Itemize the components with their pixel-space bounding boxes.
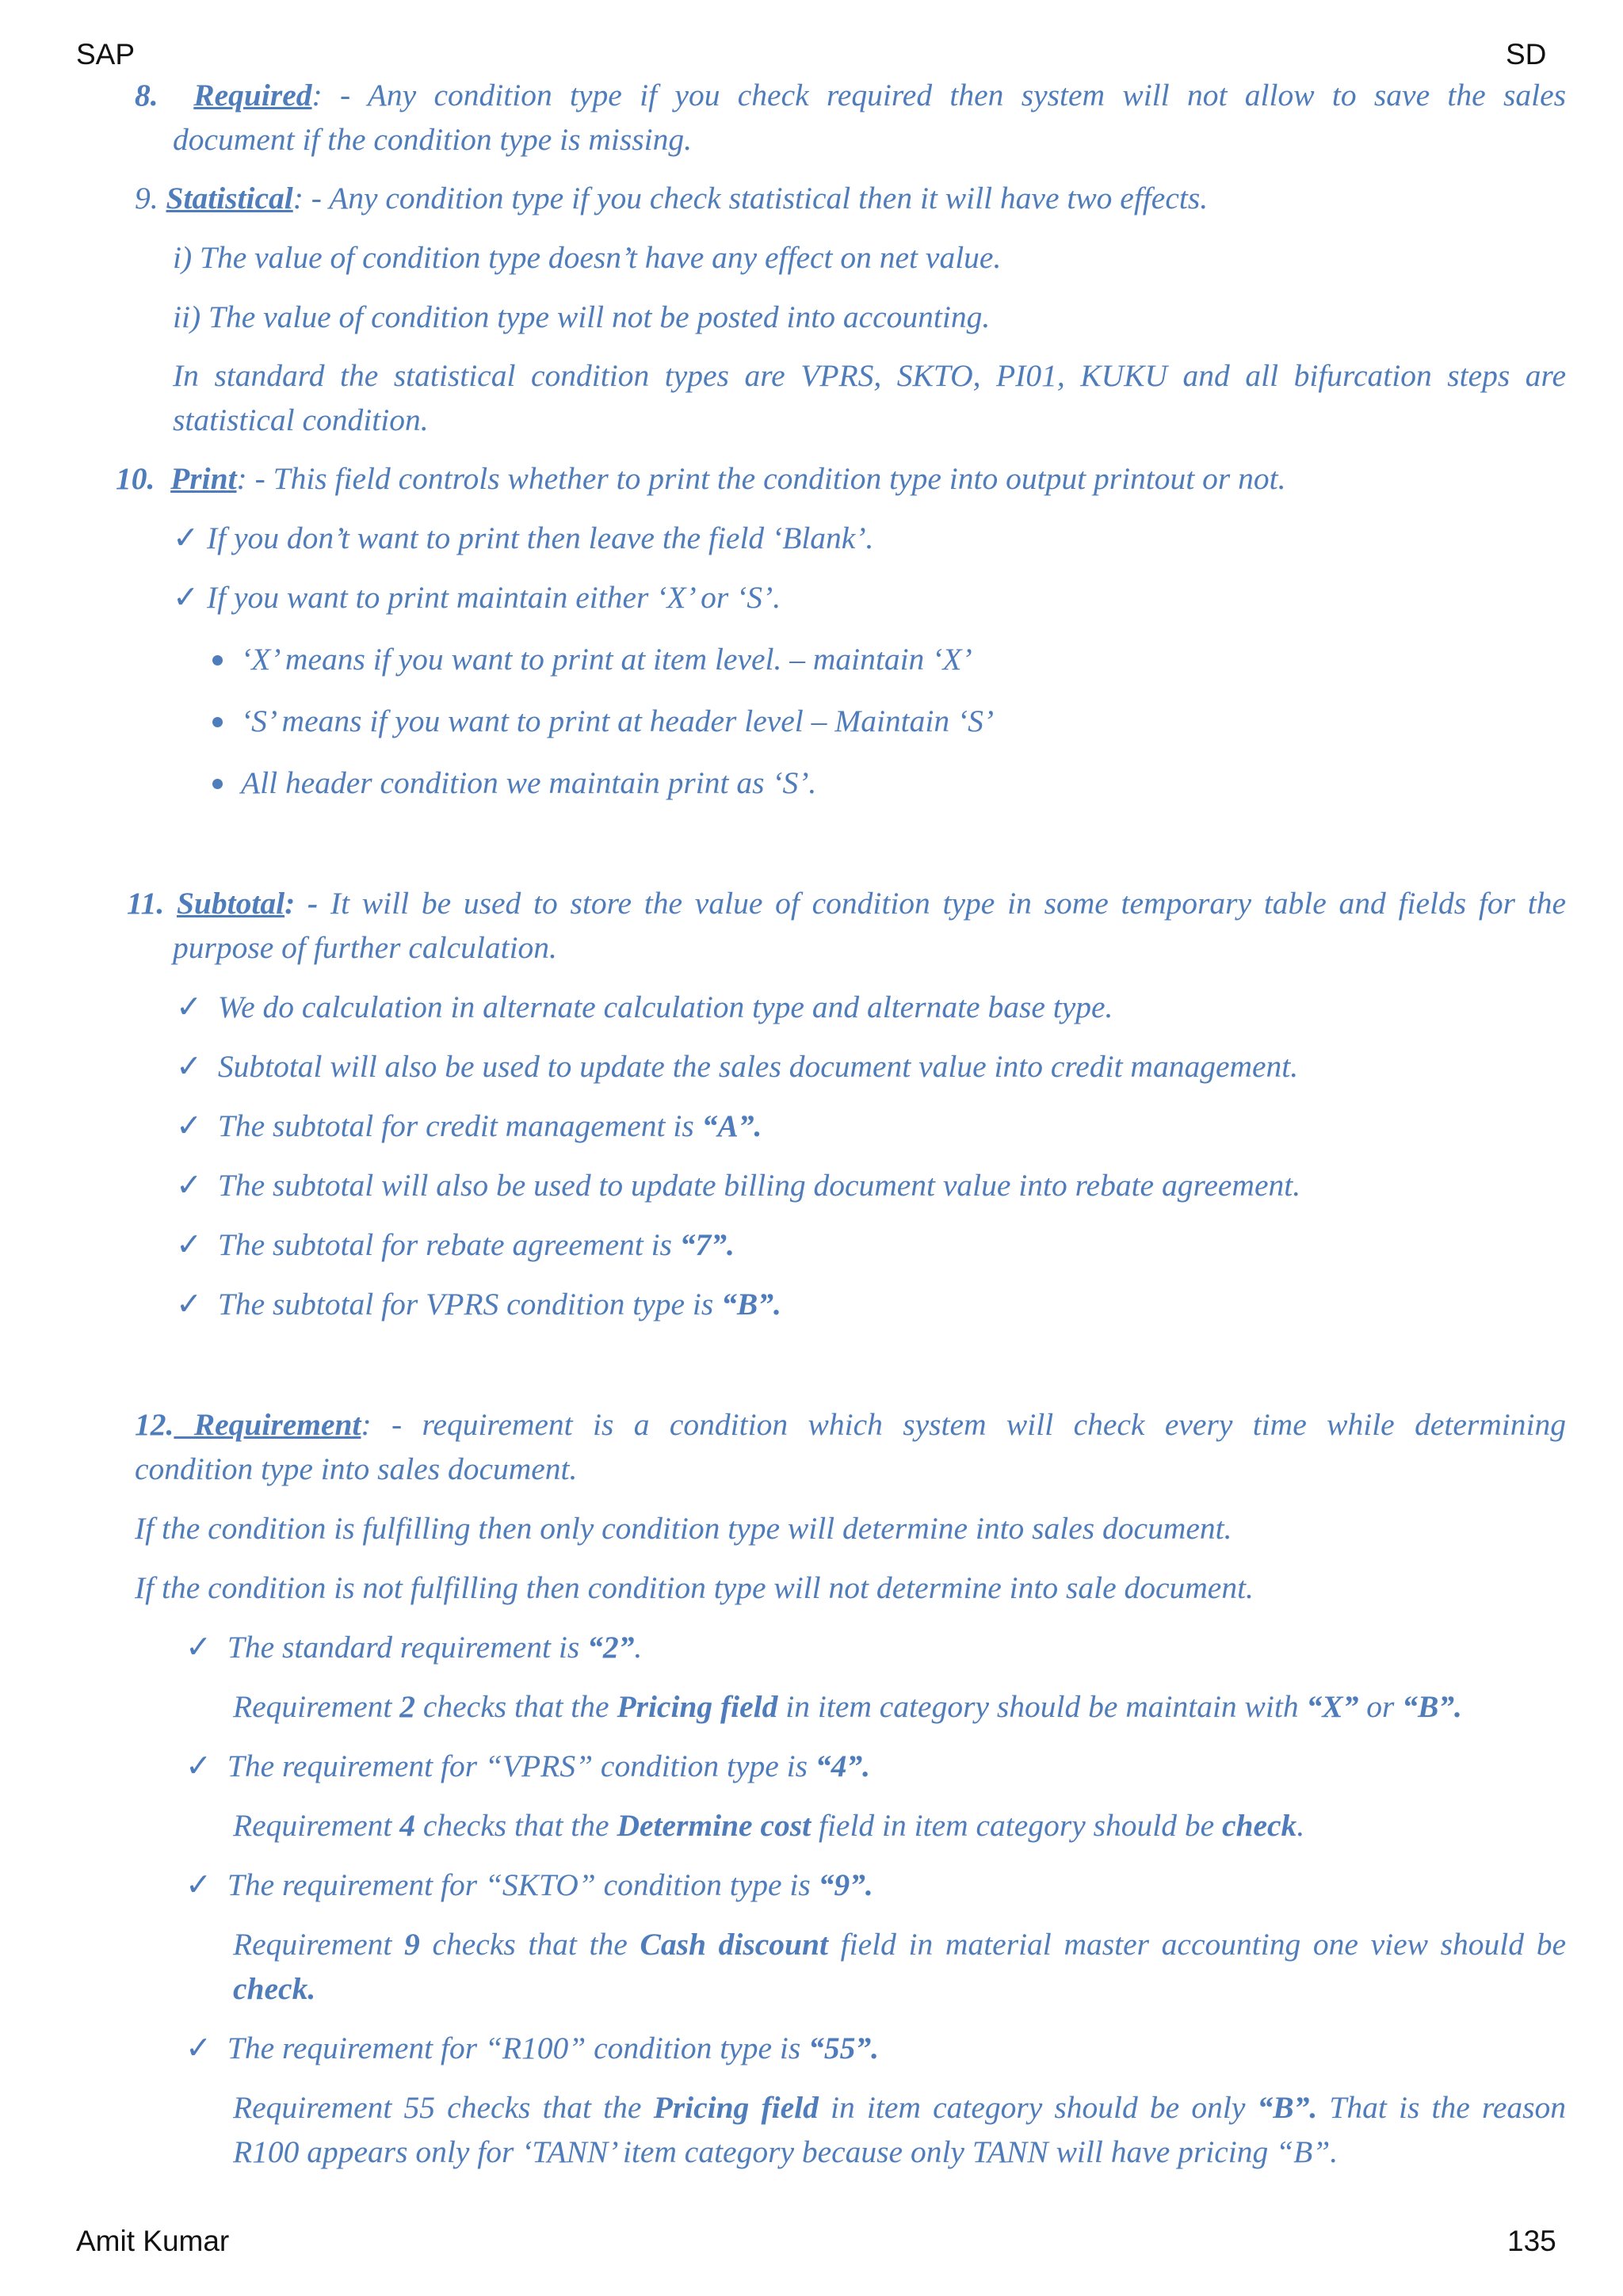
item-11-check-6: ✓ The subtotal for VPRS condition type is “B”. [176, 1282, 781, 1326]
item-10-line-1: 10. Print: - This field controls whether to print the condition type into output printout or not. [116, 461, 1286, 496]
item-8-title: Required [193, 78, 312, 113]
item-12-detail-1: Requirement 2 checks that the Pricing field in item category should be maintain with “X” or “B”. [233, 1689, 1462, 1724]
item-10-check-2: ✓ If you want to print maintain either ‘X’ or ‘S’. [173, 575, 781, 620]
item-11-number: 11. [127, 886, 165, 921]
checkmark-icon: ✓ [176, 1168, 203, 1203]
item-9-effect-2: ii) The value of condition type will not be posted into accounting. [173, 299, 991, 334]
checkmark-icon: ✓ [185, 1749, 212, 1783]
item-12-check-3: ✓ The requirement for “SKTO” condition type is “9”. [185, 1863, 873, 1907]
checkmark-icon: ✓ [176, 990, 203, 1024]
item-10-title: Print [170, 461, 237, 496]
item-12-detail-3: Requirement 9 checks that the Cash discount field in material master accounting one view should be [233, 1927, 1566, 1962]
footer-author: Amit Kumar [76, 2225, 230, 2257]
header-right: SD [1506, 38, 1547, 71]
item-12-number: 12. [135, 1407, 174, 1442]
item-12-detail-2: Requirement 4 checks that the Determine cost field in item category should be check. [233, 1808, 1305, 1843]
item-11-line-1: 11. Subtotal: - It will be used to store the value of condition type in some temporary table and fields for the [127, 886, 1567, 921]
item-10-number: 10. [116, 461, 155, 496]
item-12-title: Requirement [174, 1407, 361, 1442]
checkmark-icon: ✓ [185, 1630, 212, 1665]
item-9-standard-line-1: In standard the statistical condition types are VPRS, SKTO, PI01, KUKU and all bifurcation steps are [173, 358, 1566, 393]
checkmark-icon: ✓ [173, 580, 200, 615]
item-12-check-1: ✓ The standard requirement is “2”. [185, 1625, 642, 1669]
item-12-detail-4: Requirement 55 checks that the Pricing field in item category should be only “B”. That is the reason [233, 2090, 1567, 2125]
item-12-detail-4-line-2: R100 appears only for ‘TANN’ item category because only TANN will have pricing “B”. [233, 2134, 1338, 2169]
item-10-bullet-2: ‘S’ means if you want to print at header level – Maintain ‘S’ [241, 704, 995, 738]
item-11-check-1: ✓ We do calculation in alternate calculation type and alternate base type. [176, 985, 1113, 1029]
item-8-number: 8. [135, 78, 158, 113]
checkmark-icon: ✓ [176, 1287, 203, 1322]
item-9-standard-line-2: statistical condition. [173, 402, 429, 437]
item-11-check-5: ✓ The subtotal for rebate agreement is “7”. [176, 1222, 735, 1267]
item-11-line-2: purpose of further calculation. [173, 930, 557, 965]
item-9-line-1: 9. Statistical: - Any condition type if you check statistical then it will have two effects. [135, 181, 1209, 215]
bullet-icon [212, 655, 223, 666]
bullet-icon [212, 779, 223, 789]
item-12-paragraph-1: If the condition is fulfilling then only condition type will determine into sales document. [135, 1511, 1232, 1546]
item-8-line-1: 8. Required: - Any condition type if you check required then system will not allow to save the sales [135, 78, 1566, 113]
item-10-bullet-1: ‘X’ means if you want to print at item level. – maintain ‘X’ [241, 642, 972, 677]
bullet-icon [212, 717, 223, 727]
checkmark-icon: ✓ [185, 2031, 212, 2065]
item-8-line-2: document if the condition type is missing. [173, 122, 692, 157]
item-12-line-1: 12. Requirement: - requirement is a condition which system will check every time while determining [135, 1407, 1566, 1442]
header-left: SAP [76, 38, 136, 71]
item-10-bullet-3: All header condition we maintain print as ‘S’. [241, 765, 817, 800]
item-9-number: 9. [135, 181, 158, 215]
checkmark-icon: ✓ [176, 1049, 203, 1084]
item-11-check-2: ✓ Subtotal will also be used to update the sales document value into credit management. [176, 1044, 1298, 1089]
checkmark-icon: ✓ [185, 1867, 212, 1902]
checkmark-icon: ✓ [173, 521, 200, 555]
checkmark-icon: ✓ [176, 1227, 203, 1262]
item-12-line-2: condition type into sales document. [135, 1451, 578, 1486]
item-11-title: Subtotal [176, 886, 285, 921]
item-11-check-4: ✓ The subtotal will also be used to update billing document value into rebate agreement. [176, 1163, 1300, 1207]
item-12-paragraph-2: If the condition is not fulfilling then condition type will not determine into sale document. [135, 1570, 1254, 1605]
footer-page-number: 135 [1507, 2225, 1556, 2257]
item-12-detail-3-line-2: check. [233, 1971, 316, 2006]
checkmark-icon: ✓ [176, 1108, 203, 1143]
item-9-effect-1: i) The value of condition type doesn’t have any effect on net value. [173, 240, 1002, 275]
item-12-check-4: ✓ The requirement for “R100” condition type is “55”. [185, 2026, 879, 2070]
item-11-check-3: ✓ The subtotal for credit management is “A”. [176, 1104, 762, 1148]
item-10-check-1: ✓ If you don’t want to print then leave the field ‘Blank’. [173, 516, 873, 560]
item-12-check-2: ✓ The requirement for “VPRS” condition type is “4”. [185, 1744, 870, 1788]
item-9-title: Statistical [166, 181, 293, 215]
